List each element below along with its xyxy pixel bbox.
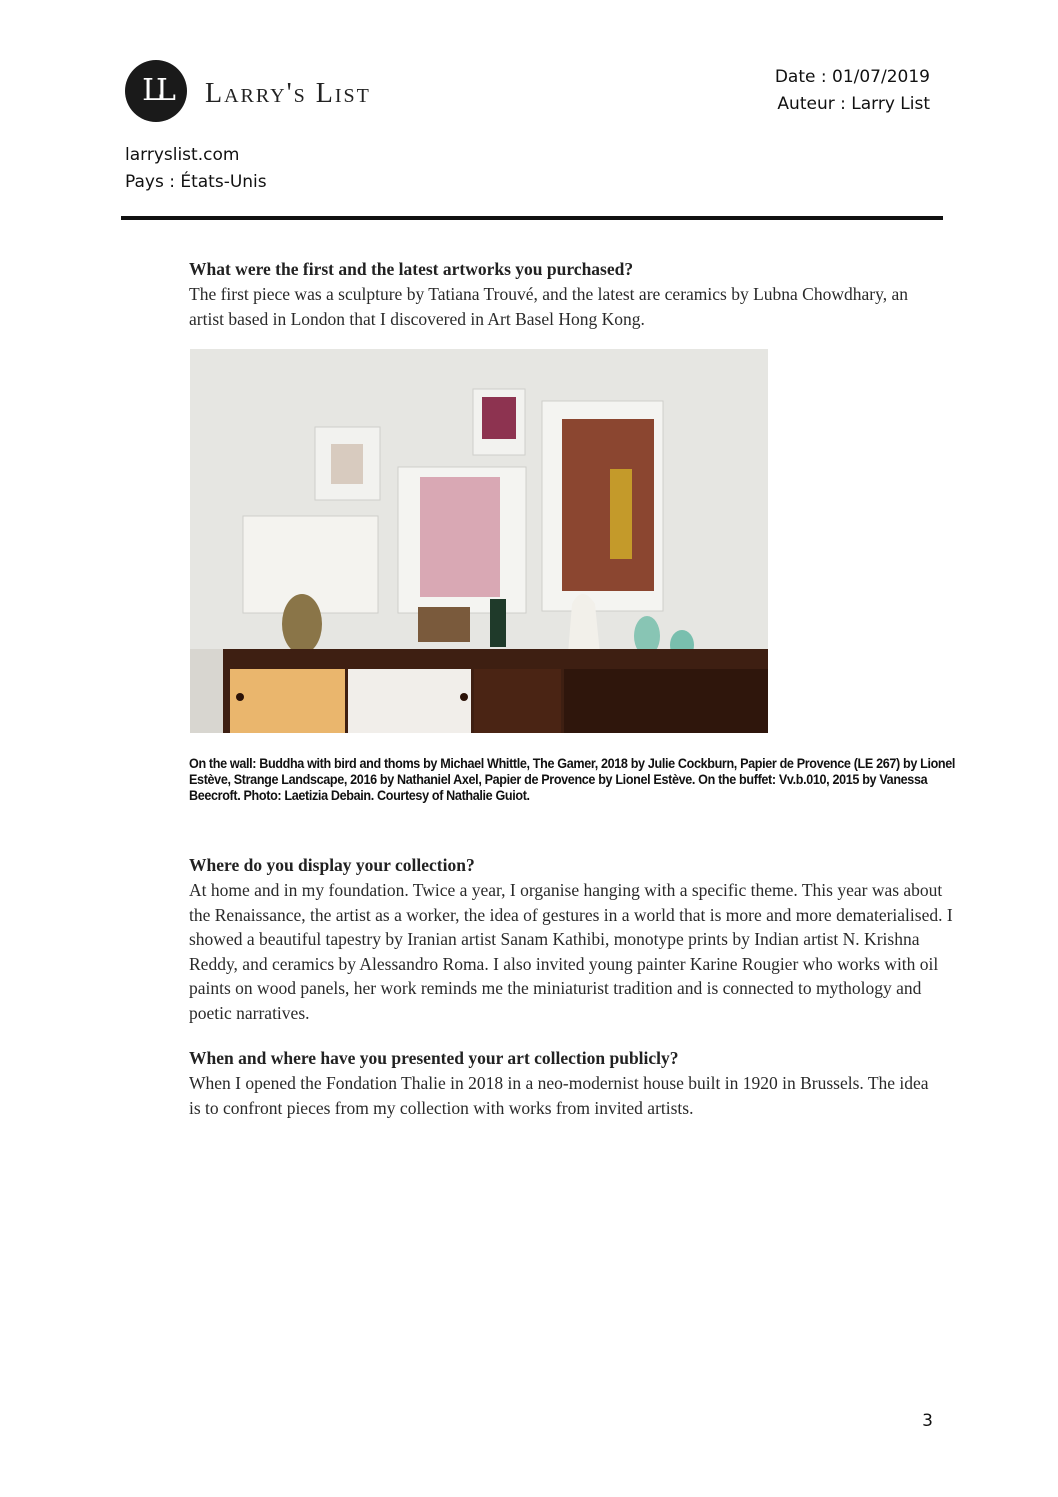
page-number: 3 xyxy=(922,1411,933,1431)
answer-text: At home and in my foundation. Twice a year, I organise hanging with a specific theme. This year was about the Renaissance, the artist as a worker, the idea of gestures in a world that is more and more dematerialised. I showed a beautiful tapestry by Iranian artist Sanam Kathibi, monotype prints by Indian artist N. Krishna Reddy, and ceramics by Alessandro Roma. I also invited young painter Karine Rougier who works with oil paints on wood panels, her work reminds me the miniaturist tradition and is connected to mythology and poetic narratives. xyxy=(189,880,953,1023)
site-line: larryslist.com xyxy=(125,145,240,165)
question-heading: What were the first and the latest artworks you purchased? xyxy=(189,259,634,279)
question-heading: Where do you display your collection? xyxy=(189,855,475,875)
logo-monogram: LL xyxy=(142,73,170,108)
artwork-photo xyxy=(190,349,768,733)
country-line: Pays : États-Unis xyxy=(125,172,267,192)
date-line: Date : 01/07/2019 xyxy=(774,67,930,87)
interview-section-2 xyxy=(189,853,953,1025)
source-meta xyxy=(125,142,267,196)
header-divider xyxy=(121,216,943,220)
interview-section-1 xyxy=(189,257,949,331)
answer-text: When I opened the Fondation Thalie in 2018 in a neo-modernist house built in 1920 in Brussels. The idea is to confront pieces from my collection with works from invited artists. xyxy=(189,1073,929,1118)
logo-wordmark: Larry's List xyxy=(205,78,371,109)
document-meta xyxy=(775,64,930,118)
answer-text: The first piece was a sculpture by Tatiana Trouvé, and the latest are ceramics by Lubna Chowdhary, an artist based in London that I discovered in Art Basel Hong Kong. xyxy=(189,284,908,329)
photo-caption: On the wall: Buddha with bird and thoms by Michael Whittle, The Gamer, 2018 by Julie Cockburn, Papier de Provence (LE 267) by Lionel Estève, Strange Landscape, 2016 by Nathaniel Axel, Papier de Provence by Lionel Estève. On the buffet: Vv.b.010, 2015 by Vanessa Beecroft. Photo: Laetizia Debain. Courtesy of Nathalie Guiot. xyxy=(189,755,956,803)
logo xyxy=(125,60,425,124)
author-line: Auteur : Larry List xyxy=(777,94,930,114)
interview-section-3 xyxy=(189,1046,949,1120)
question-heading: When and where have you presented your art collection publicly? xyxy=(189,1048,679,1068)
